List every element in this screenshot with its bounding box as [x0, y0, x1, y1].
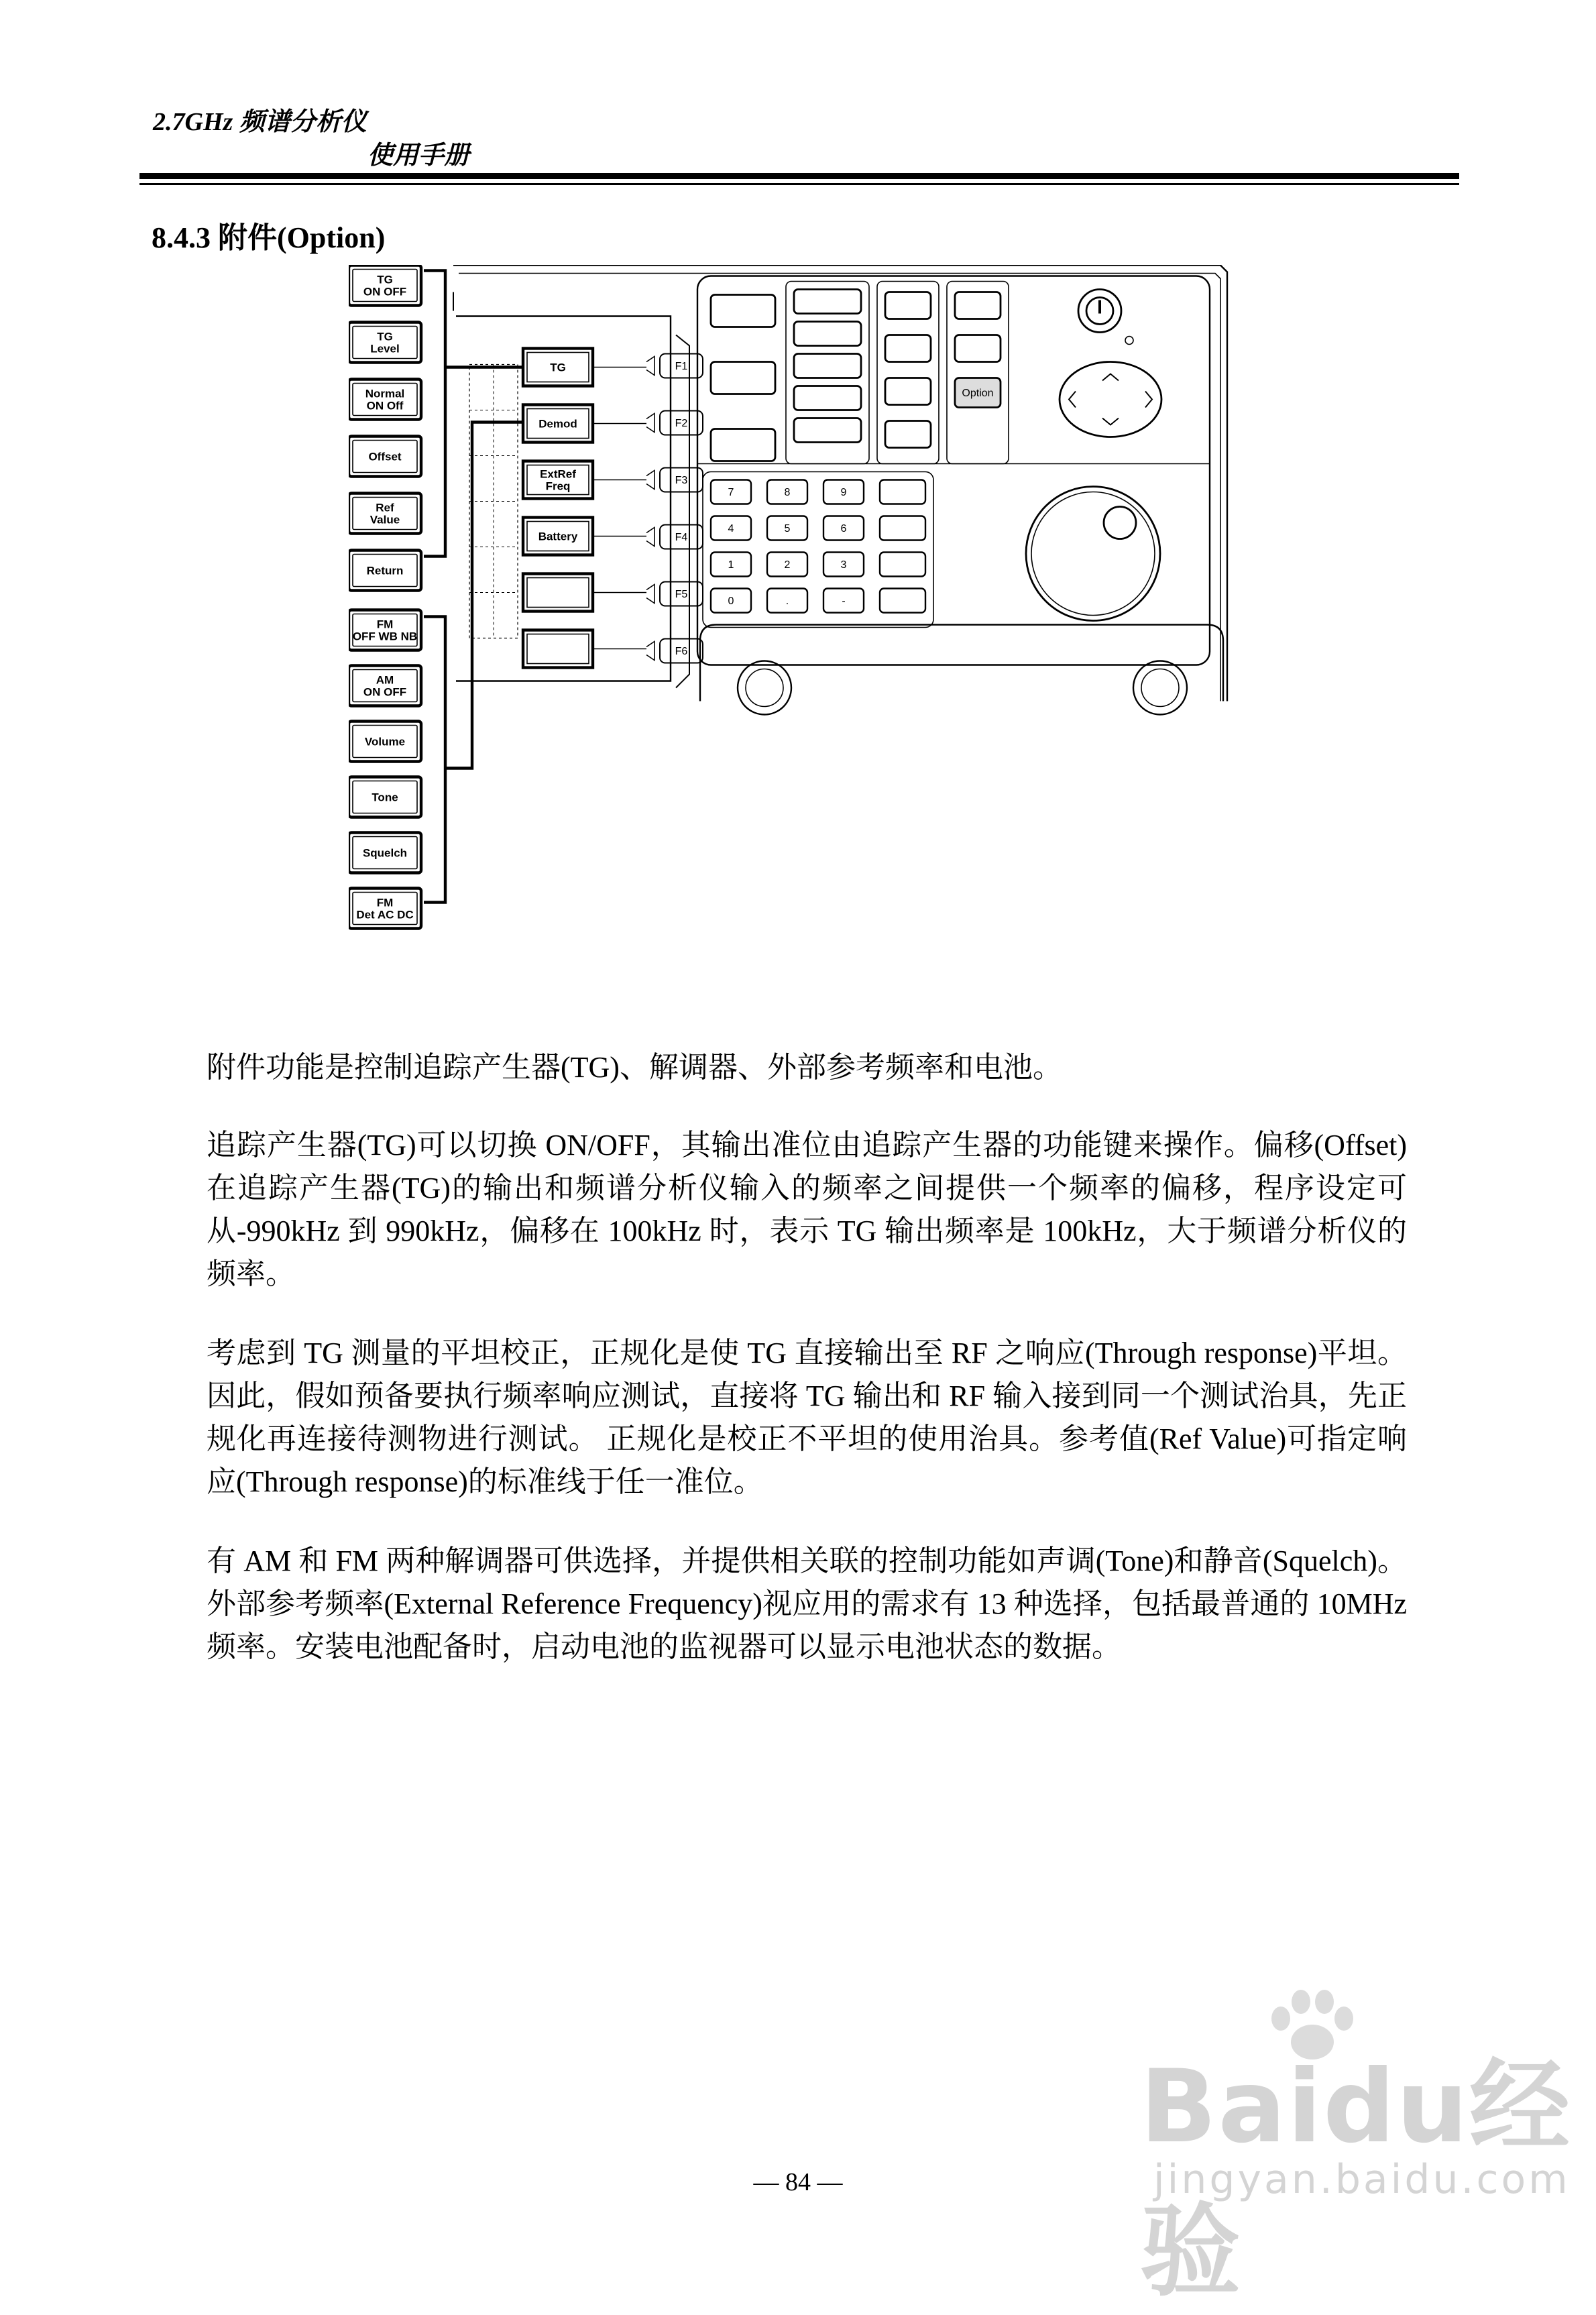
function-key-led: [646, 585, 654, 604]
paragraph-demodulator: 有 AM 和 FM 两种解调器可供选择，并提供相关联的控制功能如声调(Tone)和静音(Squelch)。 外部参考频率(External Reference Frequency)视应用的需求有 13 种选择，包括最普通的 10MHz 频率。安装电池配备时，启动电池的监视器可以显示电池状态的数据。: [207, 1544, 1407, 1663]
panel-key: [885, 335, 931, 362]
section-title: 8.4.3 附件(Option): [152, 221, 386, 254]
demod-menu-key-label: ON OFF: [363, 685, 407, 699]
demod-bracket-link: [445, 422, 523, 769]
panel-key-group: [877, 282, 939, 464]
function-key-led: [646, 471, 654, 490]
tg-menu-key-label: Offset: [368, 450, 402, 463]
function-key-label: F3: [675, 475, 688, 487]
panel-key: [885, 378, 931, 405]
keypad-key-label: 5: [784, 523, 791, 535]
panel-key: [794, 290, 861, 314]
connector-area: [700, 625, 1223, 701]
panel-key-group: [786, 282, 869, 464]
paragraph-tracking-generator: 追踪产生器(TG)可以切换 ON/OFF，其输出准位由追踪产生器的功能键来操作。偏移(Offset)在追踪产生器(TG)的输出和频谱分析仪输入的频率之间提供一个频率的偏移，程序设定可从-990kHz 到 990kHz，偏移在 100kHz 时，表示 TG 输出频率是 100kHz，大于频谱分析仪的频率。: [207, 1129, 1407, 1290]
arrow-up-icon: [1102, 374, 1119, 381]
demod-menu-key-label: OFF WB NB: [352, 630, 418, 643]
function-key-rail: [676, 335, 689, 688]
header-subtitle: 使用手册: [367, 142, 470, 170]
tg-menu-key-label: Level: [370, 342, 400, 355]
keypad-unit-key: [880, 553, 925, 577]
demod-menu-key-label: Det AC DC: [356, 908, 414, 921]
menu-key-label: ExtRef: [540, 467, 576, 481]
demod-menu-key-label: Squelch: [362, 846, 408, 860]
function-key-label: F4: [675, 532, 688, 544]
panel-key: [955, 335, 1001, 362]
tg-menu-key-label: ON Off: [366, 399, 404, 412]
menu-key-frame: [523, 630, 593, 668]
tg-menu-key-label: Ref: [376, 501, 394, 514]
keypad-key-label: 7: [728, 487, 734, 499]
panel-key: [885, 292, 931, 319]
panel-key: [711, 295, 775, 327]
keypad-frame: [703, 472, 933, 628]
keypad-key-label: 4: [728, 523, 734, 535]
demod-menu-key-label: FM: [376, 618, 394, 631]
demod-menu-key-label: FM: [376, 896, 394, 909]
keypad-unit-key: [880, 480, 925, 504]
panel-key: [794, 386, 861, 410]
function-key-label: F5: [675, 589, 688, 601]
keypad-key-label: .: [785, 596, 789, 608]
panel-key: [794, 354, 861, 378]
power-led: [1125, 337, 1133, 345]
page-number: — 84 —: [753, 2168, 843, 2196]
arrow-down-icon: [1102, 418, 1119, 425]
keypad-key-label: -: [842, 596, 846, 608]
keypad-key-label: 0: [728, 596, 734, 608]
keypad-unit-key: [880, 589, 925, 613]
menu-key-label: Freq: [545, 479, 571, 493]
panel-key: [794, 322, 861, 346]
menu-key-label: TG: [550, 361, 566, 374]
arrow-right-icon: [1145, 392, 1152, 408]
demod-menu-key-label: AM: [376, 673, 394, 687]
connector-right-inner: [1141, 669, 1179, 707]
tg-menu-key-label: TG: [377, 330, 393, 343]
function-key-label: F6: [675, 646, 688, 658]
panel-key: [711, 429, 775, 461]
keypad-key-label: 1: [728, 559, 734, 571]
panel-key: [885, 421, 931, 448]
keypad-key-label: 9: [840, 487, 847, 499]
rotary-knob: [1026, 487, 1160, 621]
keypad-key-label: 8: [784, 487, 791, 499]
panel-key: [794, 418, 861, 443]
option-key-label: Option: [962, 388, 994, 400]
menu-key-frame: [523, 574, 593, 612]
function-key-label: F2: [675, 418, 688, 430]
panel-key: [711, 362, 775, 394]
menu-key-inner: [527, 634, 589, 664]
tg-bracket: [424, 271, 445, 557]
keypad-unit-key: [880, 516, 925, 541]
menu-key-inner: [527, 578, 589, 608]
tg-menu-key-label: ON OFF: [363, 285, 407, 298]
tg-menu-key-label: Return: [366, 564, 404, 577]
tg-menu-key-label: Normal: [365, 387, 405, 400]
arrow-left-icon: [1069, 392, 1076, 408]
connector-left-inner: [746, 669, 783, 707]
menu-key-label: Demod: [538, 417, 577, 431]
watermark-url: jingyan.baidu.com: [1153, 2156, 1571, 2203]
function-key-led: [646, 414, 654, 433]
tg-menu-key-label: TG: [377, 273, 393, 286]
header-rule-thick: [139, 173, 1459, 179]
rotary-knob-dimple: [1104, 507, 1136, 539]
function-key-led: [646, 357, 654, 376]
keypad-key-label: 3: [840, 559, 847, 571]
demod-menu-key-label: Volume: [364, 735, 406, 748]
header-title: 2.7GHz 频谱分析仪: [153, 108, 367, 136]
function-key-led: [646, 528, 654, 547]
keypad-key-label: 2: [784, 559, 791, 571]
rotary-knob-ring: [1031, 492, 1155, 616]
paragraph-normalize: 考虑到 TG 测量的平坦校正，正规化是使 TG 直接输出至 RF 之响应(Through response)平坦。因此，假如预备要执行频率响应测试，直接将 TG 输出和 RF 输入接到同一个测试治具，先正规化再连接待测物进行测试。 正规化是校正不平坦的使用治具。参考值(Ref Value)可指定响应(Through response)的标准线于任一准位。: [207, 1337, 1407, 1498]
panel-key: [955, 292, 1001, 319]
demod-menu-key-label: Tone: [372, 791, 398, 804]
panel-key-group: [947, 282, 1009, 464]
paragraph-intro: 附件功能是控制追踪产生器(TG)、解调器、外部参考频率和电池。: [207, 1051, 1062, 1084]
function-key-label: F1: [675, 361, 688, 373]
menu-key-label: Battery: [538, 530, 578, 543]
demod-bracket: [424, 617, 445, 903]
tg-menu-key-label: Value: [369, 513, 400, 526]
watermark-brand: Baidu经验: [1140, 2049, 1572, 2310]
keypad-key-label: 6: [840, 523, 847, 535]
front-panel-diagram: [349, 265, 1288, 1013]
header-rule-thin: [139, 183, 1459, 185]
function-key-led: [646, 642, 654, 661]
